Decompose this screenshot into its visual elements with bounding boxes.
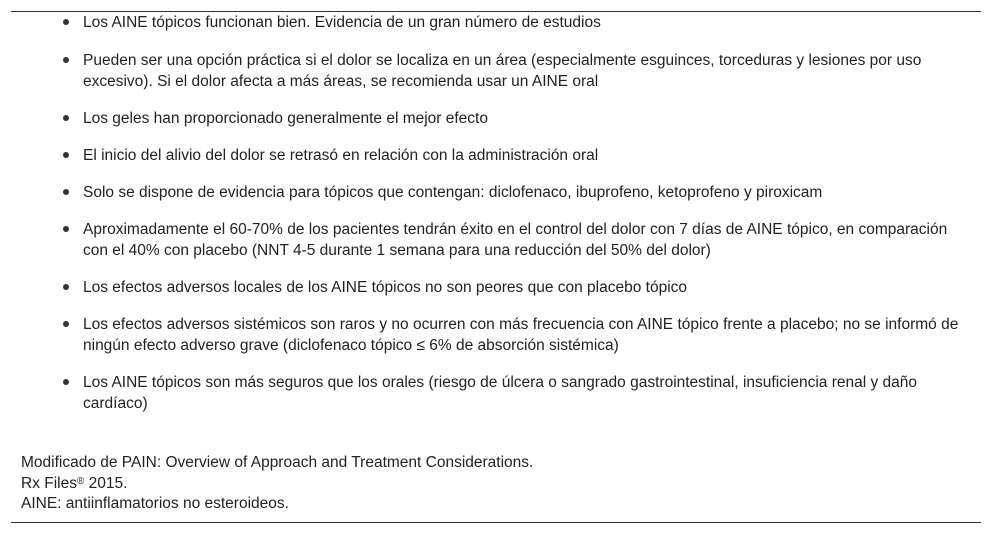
bullet-icon <box>63 379 69 385</box>
rx-files-year: 2015. <box>84 474 128 492</box>
list-item-text: Los AINE tópicos funcionan bien. Evidencia de un gran número de estudios <box>83 14 601 31</box>
bullet-icon <box>63 152 69 158</box>
abbreviation-note: AINE: antiinflamatorios no esteroideos. <box>21 495 289 512</box>
bullet-icon <box>63 115 69 121</box>
list-item-text: Pueden ser una opción práctica si el dolor se localiza en un área (especialmente esguinces, torceduras y lesiones por uso excesivo). Si el dolor afecta a más áreas, se recomienda usar un AINE oral <box>83 52 922 90</box>
bullet-icon <box>63 226 69 232</box>
table-bottom-rule <box>11 522 981 523</box>
rx-files-name: Rx Files <box>21 474 77 492</box>
list-item-text: Los AINE tópicos son más seguros que los orales (riesgo de úlcera o sangrado gastrointestinal, insuficiencia renal y daño cardíaco) <box>83 374 918 412</box>
registered-mark: ® <box>76 475 85 487</box>
bullet-icon <box>63 19 69 25</box>
bullet-icon <box>63 321 69 327</box>
source-note: Modificado de PAIN: Overview of Approach and Treatment Considerations. <box>21 454 534 471</box>
list-item-text: Los geles han proporcionado generalmente el mejor efecto <box>83 110 488 127</box>
bullet-icon <box>63 57 69 63</box>
list-item-text: Aproximadamente el 60-70% de los pacientes tendrán éxito en el control del dolor con 7 días de AINE tópico, en comparación con el 40% con placebo (NNT 4-5 durante 1 semana para una reducción del 50% del dolor) <box>83 221 948 259</box>
list-item-text: Los efectos adversos sistémicos son raros y no ocurren con más frecuencia con AINE tópico frente a placebo; no se informó de ningún efecto adverso grave (diclofenaco tópico ≤ 6% de absorción sistémica) <box>83 316 959 354</box>
table-footnotes <box>21 453 533 515</box>
list-item-text: Solo se dispone de evidencia para tópicos que contengan: diclofenaco, ibuprofeno, ketoprofeno y piroxicam <box>83 184 823 201</box>
bullet-icon <box>63 189 69 195</box>
list-item-text: El inicio del alivio del dolor se retrasó en relación con la administración oral <box>83 147 599 164</box>
rx-files-note <box>21 474 533 495</box>
list-item-text: Los efectos adversos locales de los AINE tópicos no son peores que con placebo tópico <box>83 279 688 296</box>
bullet-icon <box>63 284 69 290</box>
